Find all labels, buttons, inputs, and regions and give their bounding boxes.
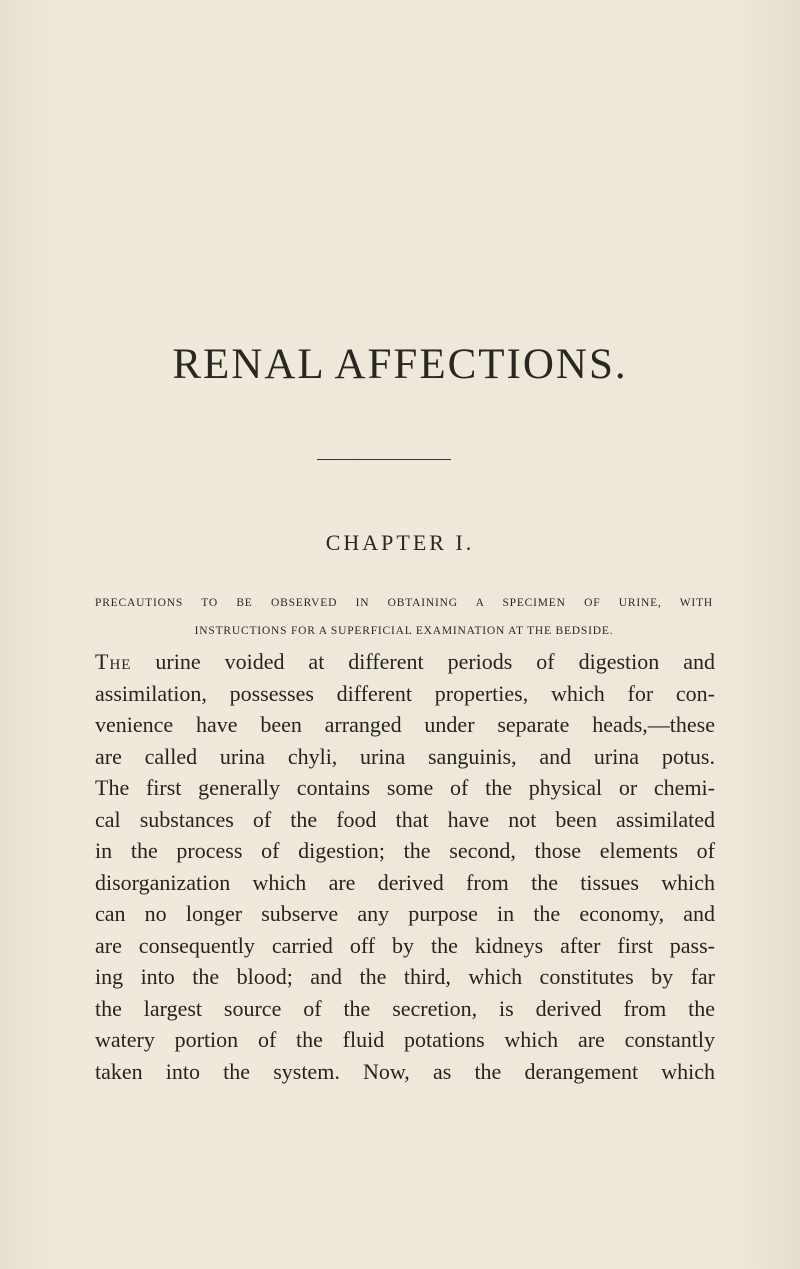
first-line-text: urine voided at different periods of digestion and xyxy=(131,649,715,674)
paragraph-line: The first generally contains some of the physical or chemi- xyxy=(95,775,715,800)
paragraph-line: are called urina chyli, urina sanguinis, and urina potus. xyxy=(95,743,715,769)
paragraph-line: taken into the system. Now, as the derangement which xyxy=(95,1058,715,1084)
paragraph-line-1 xyxy=(95,646,715,678)
paragraph-line: in the process of digestion; the second, those elements of xyxy=(95,838,715,863)
paragraph-line: watery portion of the fluid potations which are constantly xyxy=(95,1027,715,1052)
paragraph-line: venience have been arranged under separate heads,—these xyxy=(95,712,715,737)
chapter-subtitle-line-2: INSTRUCTIONS FOR A SUPERFICIAL EXAMINATION AT THE BEDSIDE. xyxy=(194,625,614,637)
paragraph-line: assimilation, possesses different properties, which for con- xyxy=(95,680,715,706)
lead-word: The xyxy=(95,649,132,674)
paragraph-line: are consequently carried off by the kidneys after first pass- xyxy=(95,932,715,958)
chapter-heading: CHAPTER I. xyxy=(325,530,475,555)
body-paragraph xyxy=(95,646,715,1087)
paragraph-line: cal substances of the food that have not been assimilated xyxy=(95,806,715,832)
book-title: RENAL AFFECTIONS. xyxy=(172,341,628,388)
paragraph-line: disorganization which are derived from the tissues which xyxy=(95,869,715,895)
paragraph-line: the largest source of the secretion, is derived from the xyxy=(95,995,715,1021)
chapter-subtitle-line-1: PRECAUTIONS TO BE OBSERVED IN OBTAINING A SPECIMEN OF URINE, WITH xyxy=(95,597,713,609)
paragraph-line: can no longer subserve any purpose in the economy, and xyxy=(95,901,715,926)
title-divider xyxy=(317,459,451,460)
paragraph-line: ing into the blood; and the third, which constitutes by far xyxy=(95,964,715,989)
